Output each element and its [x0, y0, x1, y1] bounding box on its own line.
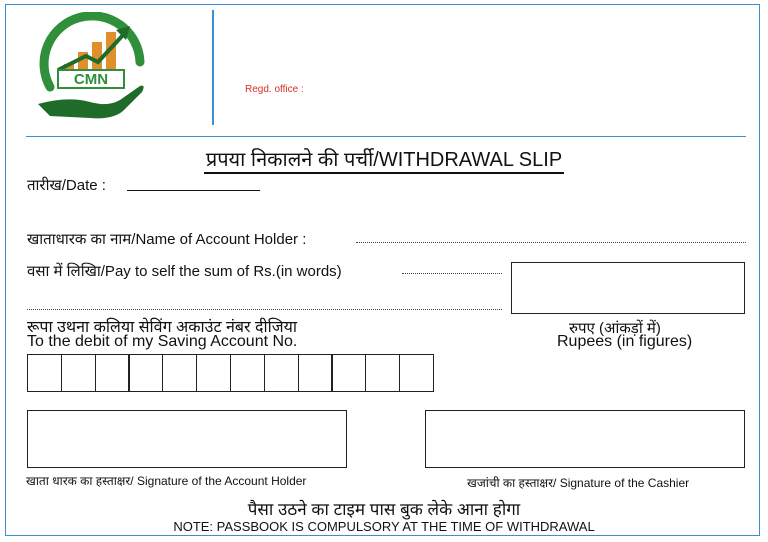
slip-title-text: प्रपया निकालने की पर्ची/WITHDRAWAL SLIP	[204, 149, 564, 174]
account-number-digit-box[interactable]	[399, 354, 434, 392]
header-rule	[26, 136, 746, 137]
date-field[interactable]	[127, 190, 260, 191]
date-label: तारीख/Date :	[27, 177, 106, 194]
account-number-digit-box[interactable]	[61, 354, 96, 392]
account-number-digit-box[interactable]	[95, 354, 130, 392]
account-number-digit-box[interactable]	[196, 354, 231, 392]
footer-note-english: NOTE: PASSBOOK IS COMPULSORY AT THE TIME OF WITHDRAWAL	[173, 519, 595, 534]
amount-figures-box[interactable]	[511, 262, 745, 314]
account-number-digit-box[interactable]	[162, 354, 197, 392]
amount-words-field-1[interactable]	[402, 273, 502, 274]
amount-words-field-2[interactable]	[27, 309, 502, 310]
account-number-digit-box[interactable]	[298, 354, 333, 392]
account-number-digit-box[interactable]	[365, 354, 400, 392]
bank-logo	[28, 12, 158, 126]
slip-title	[0, 145, 768, 172]
account-number-digit-box[interactable]	[27, 354, 62, 392]
account-number-digit-box[interactable]	[264, 354, 299, 392]
account-number-digit-box[interactable]	[128, 354, 163, 392]
rupees-label-english: Rupees (in figures)	[557, 333, 693, 350]
account-holder-label: खाताधारक का नाम/Name of Account Holder :	[27, 231, 307, 248]
regd-office-label: Regd. office :	[245, 84, 304, 95]
debit-label-hindi: रूपा उथना कलिया सेविंग अकाउंट नंबर दीजिया	[27, 319, 298, 336]
logo-hand	[38, 86, 144, 119]
rupees-label-hindi: रुपए (आंकड़ों में)	[569, 320, 661, 337]
account-number-digit-box[interactable]	[230, 354, 265, 392]
footer-note-hindi: पैसा उठने का टाइम पास बुक लेके आना होगा	[247, 500, 521, 519]
debit-label-english: To the debit of my Saving Account No.	[27, 333, 298, 350]
cashier-signature-caption: खजांची का हस्ताक्षर/ Signature of the Cashier	[467, 476, 690, 490]
account-number-boxes	[27, 354, 433, 392]
header-divider	[212, 10, 214, 125]
logo-graphic	[28, 12, 158, 126]
cashier-signature-box[interactable]	[425, 410, 745, 468]
holder-signature-caption: खाता धारक का हस्ताक्षर/ Signature of the Account Holder	[26, 474, 307, 488]
holder-signature-box[interactable]	[27, 410, 347, 468]
logo-text: CMN	[73, 71, 109, 88]
account-number-digit-box[interactable]	[331, 354, 366, 392]
account-holder-field[interactable]	[356, 242, 746, 243]
pay-self-label: वसा में लिखिा/Pay to self the sum of Rs.(in words)	[27, 263, 342, 280]
